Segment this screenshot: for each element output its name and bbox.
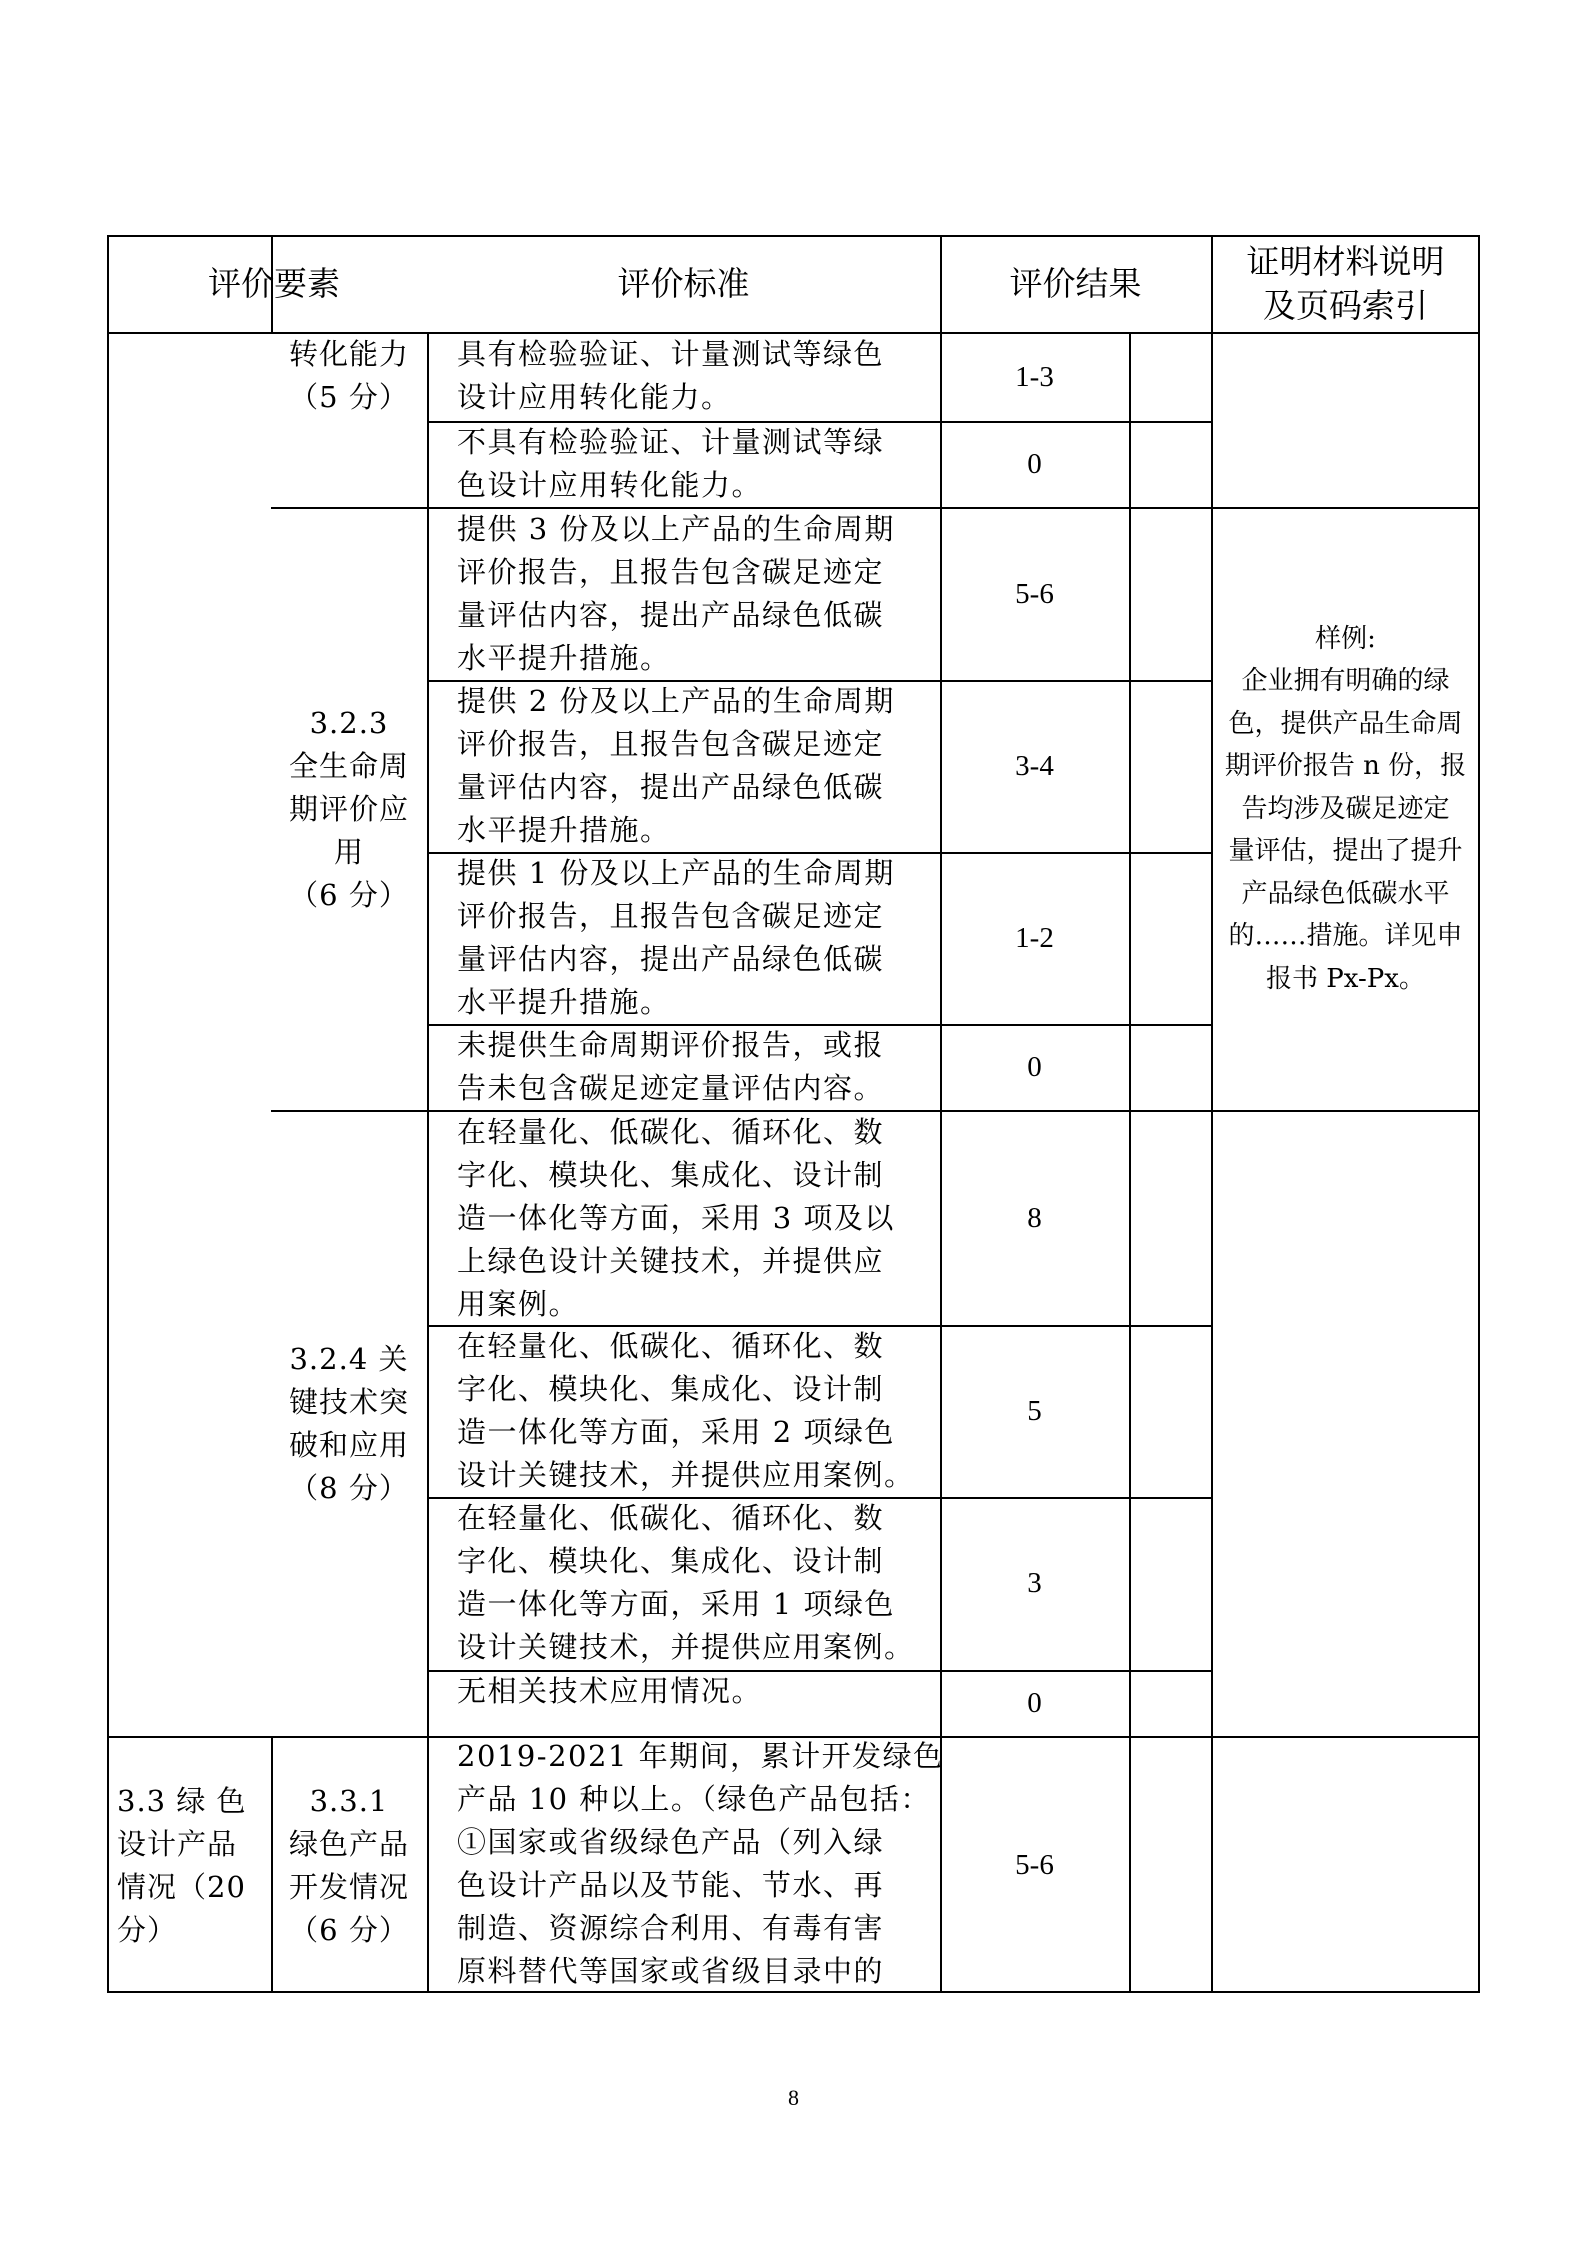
criteria-line: 用案例。 — [457, 1287, 580, 1321]
score-cell — [940, 508, 1129, 680]
score-cell — [940, 333, 1129, 421]
score-cell — [940, 421, 1129, 507]
score-cell — [940, 680, 1129, 852]
criteria-cell — [427, 852, 940, 1024]
score-cell — [940, 852, 1129, 1024]
score-value: 0 — [1027, 1687, 1042, 1719]
score-cell — [940, 1497, 1129, 1670]
criteria-line: 评价报告，且报告包含碳足迹定 — [457, 727, 885, 761]
result-input-cell[interactable] — [1129, 1111, 1211, 1325]
evidence-line: 量评估，提出了提升 — [1228, 836, 1463, 867]
criteria-line: 产品 10 种以上。（绿色产品包括： — [457, 1782, 931, 1816]
evidence-cell[interactable] — [1211, 333, 1480, 507]
element-title-line: （5 分） — [289, 380, 409, 414]
criteria-line: ①国家或省级绿色产品（列入绿 — [457, 1825, 885, 1859]
header-result — [940, 235, 1211, 333]
criteria-line: 提供 2 份及以上产品的生命周期 — [457, 684, 895, 718]
criteria-line: 字化、模块化、集成化、设计制 — [457, 1544, 885, 1578]
result-input-cell[interactable] — [1129, 333, 1211, 421]
criteria-line: 水平提升措施。 — [457, 985, 671, 1019]
result-input-cell[interactable] — [1129, 508, 1211, 680]
criteria-line: 原料替代等国家或省级目录中的 — [457, 1954, 885, 1988]
element-conversion-capability — [271, 333, 427, 508]
result-input-cell[interactable] — [1129, 1670, 1211, 1737]
result-input-cell[interactable] — [1129, 421, 1211, 507]
criteria-line: 制造、资源综合利用、有毒有害 — [457, 1911, 885, 1945]
header-standard-label: 评价标准 — [617, 264, 750, 303]
result-input-cell[interactable] — [1129, 1738, 1211, 1993]
score-value: 3-4 — [1015, 749, 1054, 782]
result-input-cell[interactable] — [1129, 680, 1211, 852]
evidence-cell[interactable] — [1211, 1111, 1480, 1737]
header-evidence-line2: 及页码索引 — [1263, 286, 1428, 325]
criteria-line: 评价报告，且报告包含碳足迹定 — [457, 899, 885, 933]
score-value: 5 — [1027, 1394, 1042, 1427]
element-title-line: 期评价应 — [288, 791, 409, 826]
criteria-line: 告未包含碳足迹定量评估内容。 — [457, 1071, 885, 1105]
criteria-line: 色设计产品以及节能、节水、再 — [457, 1868, 885, 1902]
evidence-line: 的……措施。详见申 — [1228, 921, 1463, 952]
score-cell — [940, 1670, 1129, 1737]
criteria-line: 在轻量化、低碳化、循环化、数 — [457, 1501, 885, 1535]
criteria-line: 字化、模块化、集成化、设计制 — [457, 1158, 885, 1192]
criteria-line: 色设计应用转化能力。 — [457, 468, 763, 502]
evidence-line: 产品绿色低碳水平 — [1241, 878, 1450, 909]
criteria-line: 量评估内容，提出产品绿色低碳 — [457, 942, 885, 976]
score-value: 1-2 — [1015, 921, 1054, 954]
criteria-line: 字化、模块化、集成化、设计制 — [457, 1372, 885, 1406]
evidence-line: 告均涉及碳足迹定 — [1241, 793, 1450, 824]
criteria-line: 设计关键技术，并提供应用案例。 — [457, 1630, 915, 1664]
criteria-line: 未提供生命周期评价报告，或报 — [457, 1028, 885, 1062]
score-value: 1-3 — [1015, 360, 1054, 393]
evidence-line: 色，提供产品生命周 — [1228, 708, 1463, 739]
criteria-line: 评价报告，且报告包含碳足迹定 — [457, 555, 885, 589]
element-3-2-4-key-tech — [271, 1111, 427, 1737]
header-standard — [427, 235, 940, 333]
evidence-line: 报书 Px-Px。 — [1266, 963, 1425, 994]
score-cell — [940, 1111, 1129, 1325]
evidence-line: 样例: — [1315, 623, 1376, 654]
criteria-cell — [427, 421, 940, 507]
criteria-line: 量评估内容，提出产品绿色低碳 — [457, 598, 885, 632]
score-cell — [940, 1024, 1129, 1110]
criteria-line: 上绿色设计关键技术，并提供应 — [457, 1244, 885, 1278]
element-title-line: 3.2.4 关 — [289, 1342, 409, 1376]
evidence-cell[interactable] — [1211, 1738, 1480, 1993]
criteria-line: 具有检验验证、计量测试等绿色 — [457, 337, 885, 371]
score-value: 0 — [1027, 447, 1042, 480]
element-title-line: 3.3.1 — [309, 1783, 389, 1818]
score-value: 5-6 — [1015, 1849, 1054, 1881]
element-title-line: （6 分） — [289, 1912, 409, 1947]
criteria-cell — [427, 1738, 944, 1993]
element-3-3-1-development — [271, 1738, 427, 1993]
result-input-cell[interactable] — [1129, 1325, 1211, 1497]
result-input-cell[interactable] — [1129, 1024, 1211, 1110]
header-evidence-line1: 证明材料说明 — [1246, 242, 1445, 281]
element-title-line: 设计产品 — [117, 1826, 238, 1861]
evidence-cell-sample — [1211, 508, 1480, 1110]
header-result-label: 评价结果 — [1009, 264, 1142, 303]
criteria-cell — [427, 1111, 940, 1325]
header-element — [107, 235, 441, 333]
criteria-line: 无相关技术应用情况。 — [457, 1674, 763, 1708]
criteria-line: 提供 3 份及以上产品的生命周期 — [457, 512, 895, 546]
element-title-line: 开发情况 — [288, 1869, 409, 1904]
criteria-cell — [427, 1497, 940, 1670]
result-input-cell[interactable] — [1129, 852, 1211, 1024]
element-title-line: 3.2.3 — [309, 705, 389, 740]
element-title-line: 键技术突 — [288, 1385, 409, 1419]
element-title-line: 转化能力 — [288, 337, 409, 371]
element-3-3-green-products — [107, 1738, 271, 1993]
element-title-line: 情况（20 — [117, 1869, 246, 1904]
criteria-line: 量评估内容，提出产品绿色低碳 — [457, 770, 885, 804]
criteria-cell — [427, 1325, 940, 1497]
score-cell — [940, 1738, 1129, 1993]
element-3-2-3-lifecycle — [271, 508, 427, 1110]
criteria-cell — [427, 508, 940, 680]
element-title-line: 绿色产品 — [288, 1826, 409, 1861]
element-title-line: 破和应用 — [288, 1428, 409, 1462]
element-title-line: （6 分） — [289, 877, 409, 912]
score-value: 3 — [1027, 1567, 1042, 1599]
score-value: 8 — [1027, 1201, 1042, 1234]
element-title-line: 3.3 绿 色 — [117, 1783, 247, 1818]
element-title-line: 用 — [333, 834, 364, 869]
criteria-line: 在轻量化、低碳化、循环化、数 — [457, 1115, 885, 1149]
evidence-line: 期评价报告 n 份，报 — [1224, 751, 1467, 782]
criteria-line: 水平提升措施。 — [457, 813, 671, 847]
score-value: 0 — [1027, 1050, 1042, 1083]
criteria-cell — [427, 1670, 940, 1737]
element-title-line: （8 分） — [289, 1471, 409, 1505]
criteria-line: 设计关键技术，并提供应用案例。 — [457, 1458, 915, 1492]
result-input-cell[interactable] — [1129, 1497, 1211, 1670]
criteria-line: 水平提升措施。 — [457, 641, 671, 675]
element-title-line: 分） — [117, 1912, 178, 1947]
criteria-line: 造一体化等方面，采用 3 项及以 — [457, 1201, 895, 1235]
element-title-line: 全生命周 — [288, 748, 409, 783]
criteria-cell — [427, 1024, 940, 1110]
header-element-label: 评价要素 — [208, 264, 340, 303]
criteria-cell — [427, 333, 940, 421]
score-cell — [940, 1325, 1129, 1497]
criteria-line: 设计应用转化能力。 — [457, 380, 732, 414]
criteria-line: 提供 1 份及以上产品的生命周期 — [457, 856, 895, 890]
score-value: 5-6 — [1015, 577, 1054, 610]
criteria-line: 2019-2021 年期间，累计开发绿色 — [457, 1739, 944, 1773]
criteria-line: 造一体化等方面，采用 2 项绿色 — [457, 1415, 895, 1449]
evidence-line: 企业拥有明确的绿 — [1241, 666, 1450, 697]
criteria-line: 不具有检验验证、计量测试等绿 — [457, 425, 885, 459]
criteria-line: 造一体化等方面，采用 1 项绿色 — [457, 1587, 895, 1621]
criteria-cell — [427, 680, 940, 852]
criteria-line: 在轻量化、低碳化、循环化、数 — [457, 1329, 885, 1363]
page-number: 8 — [788, 2085, 799, 2110]
header-evidence — [1211, 235, 1480, 333]
